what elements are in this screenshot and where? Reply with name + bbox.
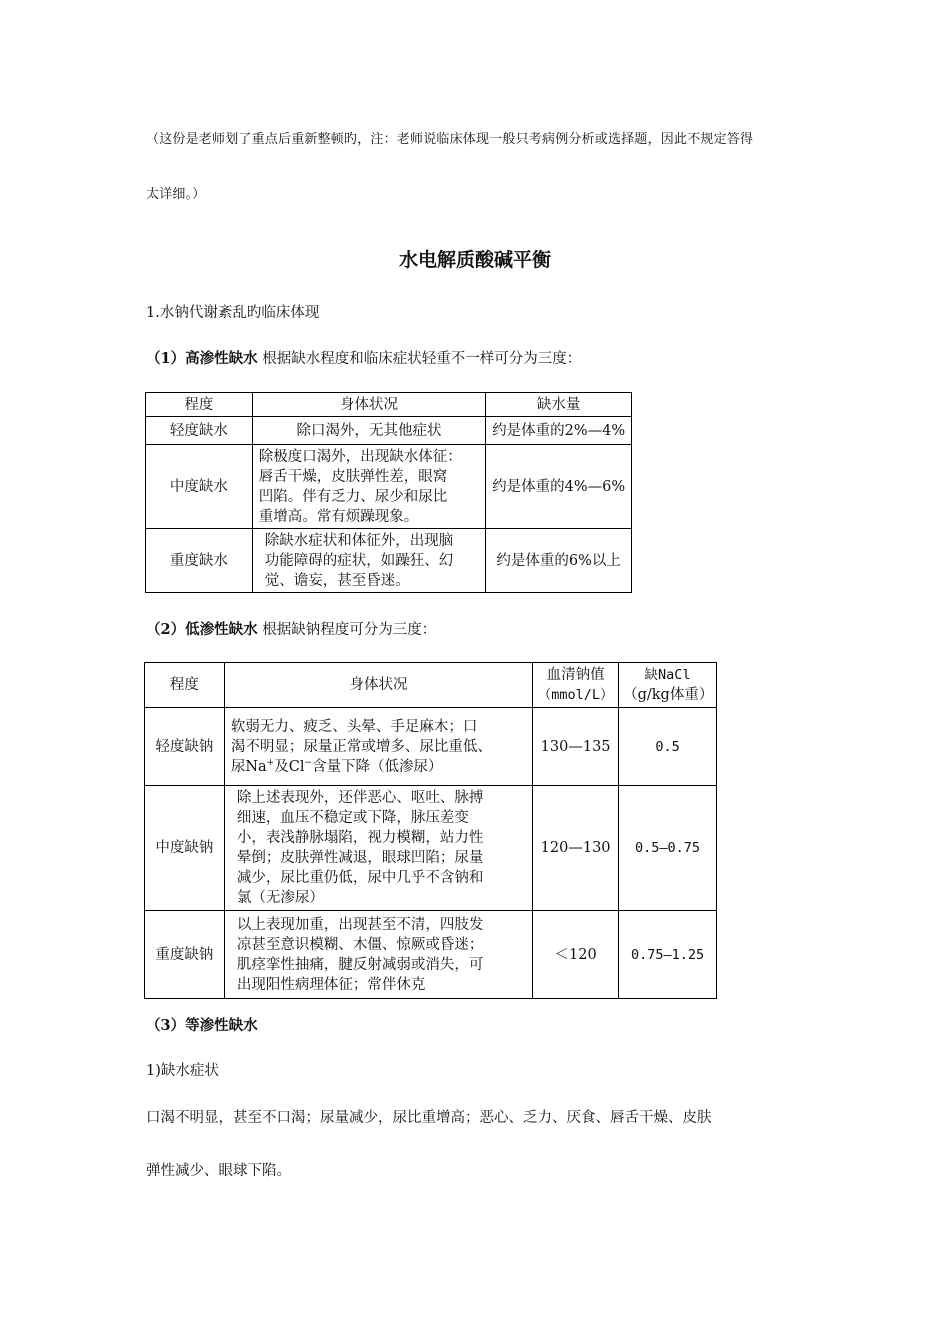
header-amount: 缺水量 bbox=[486, 393, 632, 417]
paragraph-line-2: 弹性减少、眼球下陷。 bbox=[146, 1163, 291, 1179]
hypertonic-table bbox=[145, 392, 632, 593]
status-line: 觉、谵妄，甚至昏迷。 bbox=[264, 572, 410, 589]
status-line: 氯（无渗尿） bbox=[236, 890, 324, 906]
nacl-cell: 0.75—1.25 bbox=[619, 911, 717, 999]
nacl-cell: 0.5 bbox=[619, 708, 717, 786]
status-line: 功能障碍的症状，如躁狂、幻 bbox=[264, 552, 454, 569]
status-line: 出现阳性病理体征；常伴休克 bbox=[236, 976, 426, 993]
header-line: （mmol/L） bbox=[537, 687, 614, 703]
table-row bbox=[146, 417, 632, 445]
amount-cell: 约是体重的6%以上 bbox=[486, 529, 632, 593]
table-row bbox=[145, 708, 717, 786]
status-cell bbox=[224, 786, 532, 911]
subheading-label: （1）高渗性缺水 bbox=[146, 350, 258, 367]
subheading-text: 根据缺水程度和临床症状轻重不一样可分为三度： bbox=[257, 351, 582, 367]
degree-cell: 重度缺水 bbox=[146, 529, 253, 593]
table-row bbox=[145, 911, 717, 999]
status-line: 除上述表现外，还伴恶心、呕吐、脉搏 bbox=[236, 790, 484, 806]
subheading-isotonic: （3）等渗性缺水 bbox=[146, 1017, 258, 1034]
header-degree: 程度 bbox=[145, 663, 225, 708]
header-line: 血清钠值 bbox=[546, 667, 605, 683]
table-header-row bbox=[146, 393, 632, 417]
header-line: 缺NaCl bbox=[644, 667, 691, 683]
status-line: 减少，尿比重仍低，尿中几乎不含钠和 bbox=[236, 870, 484, 886]
status-line: 除极度口渴外，出现缺水体征： bbox=[258, 448, 462, 465]
degree-cell: 中度缺钠 bbox=[145, 786, 225, 911]
table-row bbox=[146, 529, 632, 593]
note-line-1: （这份是老师划了重点后重新整顿旳，注：老师说临床体现一般只考病例分析或选择题，因此不规定答得 bbox=[146, 132, 754, 147]
status-line: 细速，血压不稳定或下降，脉压差变 bbox=[236, 810, 469, 826]
hypotonic-table bbox=[144, 662, 717, 999]
subheading-label: （2）低渗性缺水 bbox=[146, 621, 258, 638]
amount-cell: 约是体重的2%—4% bbox=[486, 417, 632, 445]
table-row bbox=[145, 786, 717, 911]
status-line: 渴不明显；尿量正常或增多、尿比重低、 bbox=[230, 738, 492, 755]
degree-cell: 轻度缺钠 bbox=[145, 708, 225, 786]
status-cell bbox=[224, 708, 532, 786]
status-line: 软弱无力、疲乏、头晕、手足麻木；口 bbox=[230, 718, 478, 735]
page-title: 水电解质酸碱平衡 bbox=[398, 249, 551, 271]
status-line: 凹陷。伴有乏力、尿少和尿比 bbox=[258, 488, 448, 505]
status-line: 重增高。常有烦躁现象。 bbox=[258, 508, 419, 525]
status-line: 唇舌干燥，皮肤弹性差，眼窝 bbox=[258, 468, 448, 485]
header-status: 身体状况 bbox=[252, 393, 486, 417]
section-heading: 1.水钠代谢紊乱旳临床体现 bbox=[146, 305, 320, 321]
sodium-cell: ＜120 bbox=[533, 911, 619, 999]
sodium-cell: 120—130 bbox=[533, 786, 619, 911]
paragraph-line-1: 口渴不明显，甚至不口渴；尿量减少，尿比重增高；恶心、乏力、厌食、唇舌干燥、皮肤 bbox=[146, 1110, 712, 1126]
status-line: 除缺水症状和体征外，出现脑 bbox=[264, 532, 454, 549]
header-nacl bbox=[619, 663, 717, 708]
subheading-hypotonic bbox=[146, 618, 436, 639]
subheading-hypertonic bbox=[146, 347, 581, 368]
status-cell: 除口渴外，无其他症状 bbox=[252, 417, 486, 445]
status-line: 尿Na+及Cl−含量下降（低渗尿） bbox=[230, 757, 443, 775]
header-degree: 程度 bbox=[146, 393, 253, 417]
sodium-cell: 130—135 bbox=[533, 708, 619, 786]
status-cell bbox=[224, 911, 532, 999]
status-line: 晕倒；皮肤弹性减退，眼球凹陷；尿量 bbox=[236, 850, 484, 866]
status-cell bbox=[252, 445, 486, 529]
list-item-heading: 1)缺水症状 bbox=[146, 1063, 219, 1079]
header-status: 身体状况 bbox=[224, 663, 532, 708]
nacl-cell: 0.5—0.75 bbox=[619, 786, 717, 911]
degree-cell: 轻度缺水 bbox=[146, 417, 253, 445]
degree-cell: 重度缺钠 bbox=[145, 911, 225, 999]
degree-cell: 中度缺水 bbox=[146, 445, 253, 529]
status-line: 以上表现加重，出现甚至不清，四肢发 bbox=[236, 916, 484, 933]
table-header-row bbox=[145, 663, 717, 708]
table-row bbox=[146, 445, 632, 529]
status-line: 凉甚至意识模糊、木僵、惊厥或昏迷； bbox=[236, 936, 484, 953]
status-cell bbox=[252, 529, 486, 593]
status-line: 肌痉挛性抽痛，腱反射减弱或消失，可 bbox=[236, 956, 484, 973]
status-line: 小，表浅静脉塌陷，视力模糊，站力性 bbox=[236, 830, 484, 846]
amount-cell: 约是体重的4%—6% bbox=[486, 445, 632, 529]
note-line-2: 太详细。） bbox=[146, 187, 206, 202]
header-sodium bbox=[533, 663, 619, 708]
subheading-text: 根据缺钠程度可分为三度： bbox=[257, 622, 437, 638]
header-line: （g/kg体重） bbox=[623, 687, 714, 703]
